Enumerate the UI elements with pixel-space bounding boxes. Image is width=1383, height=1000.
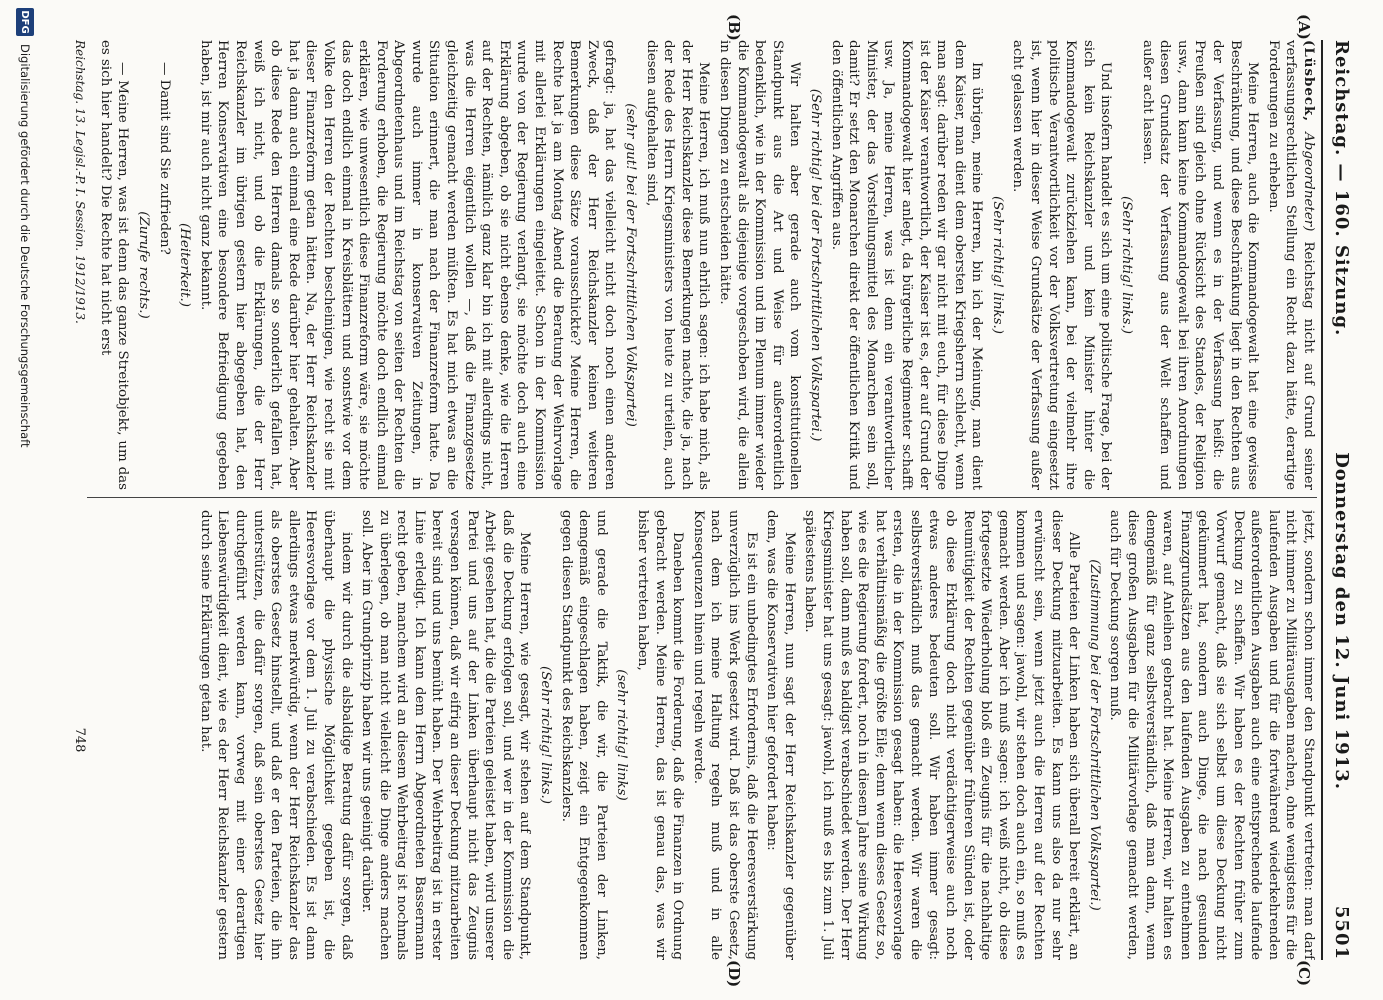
footer-page-number: 748 [72, 727, 87, 753]
interjection: (Zurufe rechts.) [136, 211, 151, 319]
footer-session-info: Reichstag. 13. Legisl.-P. I. Session. 1912/1913. [73, 40, 87, 324]
margin-mark-b: (B) [725, 14, 743, 41]
speech-paragraph: gefragt: ja, hat das vielleicht nicht doch noch einen anderen Zweck, daß der Herr Reichskanzler keinen weiteren Bemerkungen diese Sätze vorausschickte? Meine Herren, die Rechte hat ja am Montag Abend die Beratung der Wehrvorlage mit allerlei Erklärungen eingeleitet. Schon in der Kommission wurde von der Regierung verlangt, sie möchte doch auch eine Erklärung abgeben, ob sie nicht ebenso denke, wie die Herren auf der Rechten, nämlich ganz klar bin ich mit allerdings nicht, was die Herren eigentlich wollen —, daß die Finanzgesetze gleichzeitig gemacht werden müßten. Es hat mich etwas an die Situation erinnert, die man nach der Finanzreform hatte. Da wurde auch immer in konservativen Zeitungen, in Abgeordnetenhaus und im Reichstag von seiten der Rechten die Forderung erhoben, die Regierung möchte doch endlich einmal erklären, wie unwesentlich diese Finanzreform wäre, sie möchte das doch endlich einmal in Kreisblättern und sonstwie vor dem Volke den Herren der Rechten bescheinigen, wie recht sie mit dieser Finanzreform getan hätten. Na, der Herr Reichskanzler hat ja dann auch einmal eine Rede darüber hier gehalten. Aber ob diese Rede den Herren damals so sonderlich gefallen hat, weiß ich nicht, und ob die Erklärungen, die der Herr Reichskanzler im übrigen gestern hier abgegeben hat, den Herren Konservativen eine besondere Befriedigung gegeben haben, ist mir auch nicht ganz bekannt. [197, 40, 618, 490]
header-page-number: 5501 [1331, 905, 1353, 960]
speaker-role: Abgeordneter) [1301, 122, 1316, 242]
left-text-column [87, 40, 1317, 490]
speech-paragraph: Wir halten aber gerade auch vom konstitutionellen Standpunkt aus die Art und Weise für außerordentlich bedenklich, wie in der Kommission und im Plenum immer wieder die Kommandogewalt als diejenige vorgeschoben wird, die allein in diesen Dingen zu entscheiden hätte. [717, 40, 803, 490]
margin-mark-d: (D) [725, 960, 743, 988]
interjection: (Sehr richtig! links.) [538, 666, 554, 804]
speech-paragraph: Daneben kommt die Forderung, daß die Finanzen in Ordnung gebracht werden. Meine Herren, das ist genau das, was wir bisher vertreten haben, [635, 510, 686, 960]
speech-paragraph: Meine Herren, wie gesagt, wir stehen auf dem Standpunkt, daß die Deckung erfolgen soll, und wer in der Kommission die Arbeit gesehen hat, die die Parteien geleistet haben, wird unserer Partei und uns auf der Linken überhaupt nicht das Zeugnis versagen können, daß wir eifrig an dieser Deckung mitzuarbeiten bereit sind und uns bemüht haben. Der Wehrbeitrag ist in erster Linie erledigt. Ich kann dem Herrn Abgeordneten Bassermann recht geben, manchem wird an diesem Wehrbeitrag ist nochmals zu überlegen, ob man nicht vielleicht die Dinge anders machen soll. Aber im Grundprinzip haben wir uns geeinigt darüber. [359, 510, 533, 960]
speech-paragraph: Meine Herren, ich muß nun ehrlich sagen: ich habe mich, als der Herr Reichskanzler diese Bemerkungen machte, die ja, nach der Rede des Herrn Kriegsministers von heute zu urteilen, auch diesen aufgehalten sind, [643, 40, 712, 490]
speaker-paragraph [1264, 40, 1317, 490]
credit-text: Digitalisierung gefördert durch die Deutsche Forschungsgemeinschaft [18, 44, 32, 448]
dfg-logo-icon: DFG [16, 8, 34, 36]
header-left: Reichstag. — 160. Sitzung. [1331, 40, 1353, 337]
speech-paragraph: — Meine Herren, was ist denn das ganze Streitobjekt, um das es sich hier handelt? Die Rechte hat nicht erst [97, 40, 131, 490]
interjection: (Sehr richtig! bei der Fortschrittlichen Volkspartei.) [807, 88, 823, 442]
speech-paragraph: indem wir durch die alsbaldige Beratung dafür sorgen, daß überhaupt die physische Möglichkeit gegeben ist, die Heeresvorlage vor dem 1. Juli zu verabschieden. Es ist dann allerdings etwas merkwürdig, wenn der Herr Reichskanzler das als oberstes Gesetz hinstellt, und daß er den Parteien, die ihn unterstützen, die dafür sorgen, daß sein oberstes Gesetz hier durchgeführt werden kann, vorweg mit einer derartigen Liebenswürdigkeit dient, wie es der Herr Reichskanzler gestern durch seine Erklärungen getan hat. [197, 510, 354, 960]
interjection: (Heiterkeit.) [177, 223, 193, 307]
speech-paragraph: Alle Parteien der Linken haben sich überall bereit erklärt, an dieser Deckung mitzuarbeiten. Es kann uns also da nur sehr erwünscht sein, wenn jetzt auch die Herren auf der Rechten kommen und sagen: jawohl, wir stehen doch auch ein, so muß es gemacht werden. Aber ich muß sagen: ich weiß nicht, ob diese fortgesetzte Wiederholung bloß ein Zeugnis für die nachhaltige Reumütigkeit der Rechten gegenüber früheren Sünden ist, oder ob diese Erklärung doch nicht verdächtigerweise auch noch etwas anderes bedeuten soll. Wir haben immer gesagt: selbstverständlich muß das gemacht werden. Wir waren die ersten, die in der Kommission gesagt haben: die Heeresvorlage hat verhältnismäßig die größte Eile; denn wenn dieses Gesetz so, wie es die Regierung fordert, noch in diesem Jahre seine Wirkung haben soll, dann muß es baldigst verabschiedet werden. Der Herr Kriegsminister hat uns gesagt: jawohl, ich muß es bis zum 1. Juli spätestens haben. [802, 510, 1082, 960]
header-date: Donnerstag den 12. Juni 1913. [1331, 452, 1353, 791]
column-divider [87, 497, 1317, 498]
running-header [1327, 40, 1357, 960]
header-rule [1321, 40, 1323, 960]
margin-mark-a: (A) [1295, 14, 1313, 40]
speech-paragraph: Meine Herren, nun sagt der Herr Reichskanzler gegenüber dem, was die Konservativen hier gefordert haben: [764, 510, 797, 960]
speech-paragraph: jetzt, sondern schon immer den Standpunkt vertreten: man darf nicht immer zu Militärausgaben machen, ohne wenigstens für die laufenden Ausgaben und für die fortwährend wiederkehrenden außerordentlichen Ausgaben auch eine entsprechende laufende Deckung zu schaffen. Wir haben es der Rechten früher zum Vorwurf gemacht, daß sie sich selbst um diese Deckung nicht gekümmert hat, sondern auch Dinge, die nach gesunden Finanzgrundsätzen aus den laufenden Ausgaben zu entnehmen waren, auf Anleihen gebracht hat. Meine Herren, wir halten es demgemäß für ganz selbstverständlich, daß man dann, wenn diese großen Ausgaben für die Militärvorlage gemacht werden, auch für Deckung sorgen muß. [1107, 510, 1316, 960]
speech-paragraph: — Damit sind Sie zufrieden? [156, 62, 172, 255]
speech-paragraph: und gerade die Taktik, die wir, die Parteien der Linken, demgemäß eingeschlagen haben, zeigt ein Entgegenkommen gegen diesen Standpunkt des Reichskanzlers. [558, 510, 609, 960]
interjection: (Zustimmung bei der Fortschrittlichen Volkspartei.) [1086, 559, 1102, 911]
speech-paragraph: Es ist ein unbedingtes Erfordernis, daß die Heeresverstärkung unverzüglich ins Werk gesetzt wird. Daß ist das oberste Gesetz, nach dem ich meine Haltung regeln muß und in alle Konsequenzen hinein und regeln werde. [690, 510, 759, 960]
right-text-column [87, 510, 1317, 960]
interjection: (sehr gut! bei der Fortschrittlichen Volkspartei) [623, 103, 639, 427]
interjection: (sehr richtig! links) [614, 669, 630, 801]
speaker-name: (Lüsbeck, [1301, 40, 1317, 123]
margin-mark-c: (C) [1295, 960, 1313, 987]
speech-paragraph: Im übrigen, meine Herren, bin ich der Meinung, man dient dem Kaiser, man dient dem obersten Kriegsherrn schlecht, wenn man sagt: darüber reden wir gar nicht mit euch, für diese Dinge ist der Kaiser verantwortlich, der Kaiser ist es, der auf Grund der Kommandogewalt hier anlegt, da bürgerliche Regimenter schafft usw. Ja, meine Herren, was ist denn ein verantwortlicher Minister, der das Vorstellungsmittel des Monarchen sein soll, damit? Er setzt den Monarchen direkt der öffentlichen Kritik und den öffentlichen Angriffen aus. [828, 40, 985, 490]
interjection: (Sehr richtig! links.) [1119, 196, 1135, 334]
speaker-text: Reichstag nicht auf Grund seiner verfassungsrechtlichen Stellung ein Recht dazu hätte, derartige Forderungen zu erheben. [1265, 40, 1316, 490]
interjection: (Sehr richtig! links.) [989, 196, 1005, 334]
speech-paragraph: Und insofern handelt es sich um eine politische Frage, bei der sich kein Reichskanzler und kein Minister hinter die Kommandogewalt zurückziehen kann, bei der vielmehr ihre politische Verantwortlichkeit vor der Volksvertretung eingesetzt ist, wenn hier in dieser Weise Grundsätze der Verfassung außer acht gelassen werden. [1010, 40, 1114, 490]
speech-paragraph: Meine Herren, auch die Kommandogewalt hat eine gewisse Beschränkung, und diese Beschränkung liegt in den Rechten aus der Verfassung, und wenn es in der Verfassung heißt: die Preußen sind gleich ohne Rücksicht des Standes, der Religion usw., dann kann keine Kommandogewalt bei ihren Anordnungen diesen Grundsatz der Verfassung aus der Welt schaffen und außer acht lassen. [1139, 40, 1261, 490]
digitization-credit [5, 0, 45, 1000]
